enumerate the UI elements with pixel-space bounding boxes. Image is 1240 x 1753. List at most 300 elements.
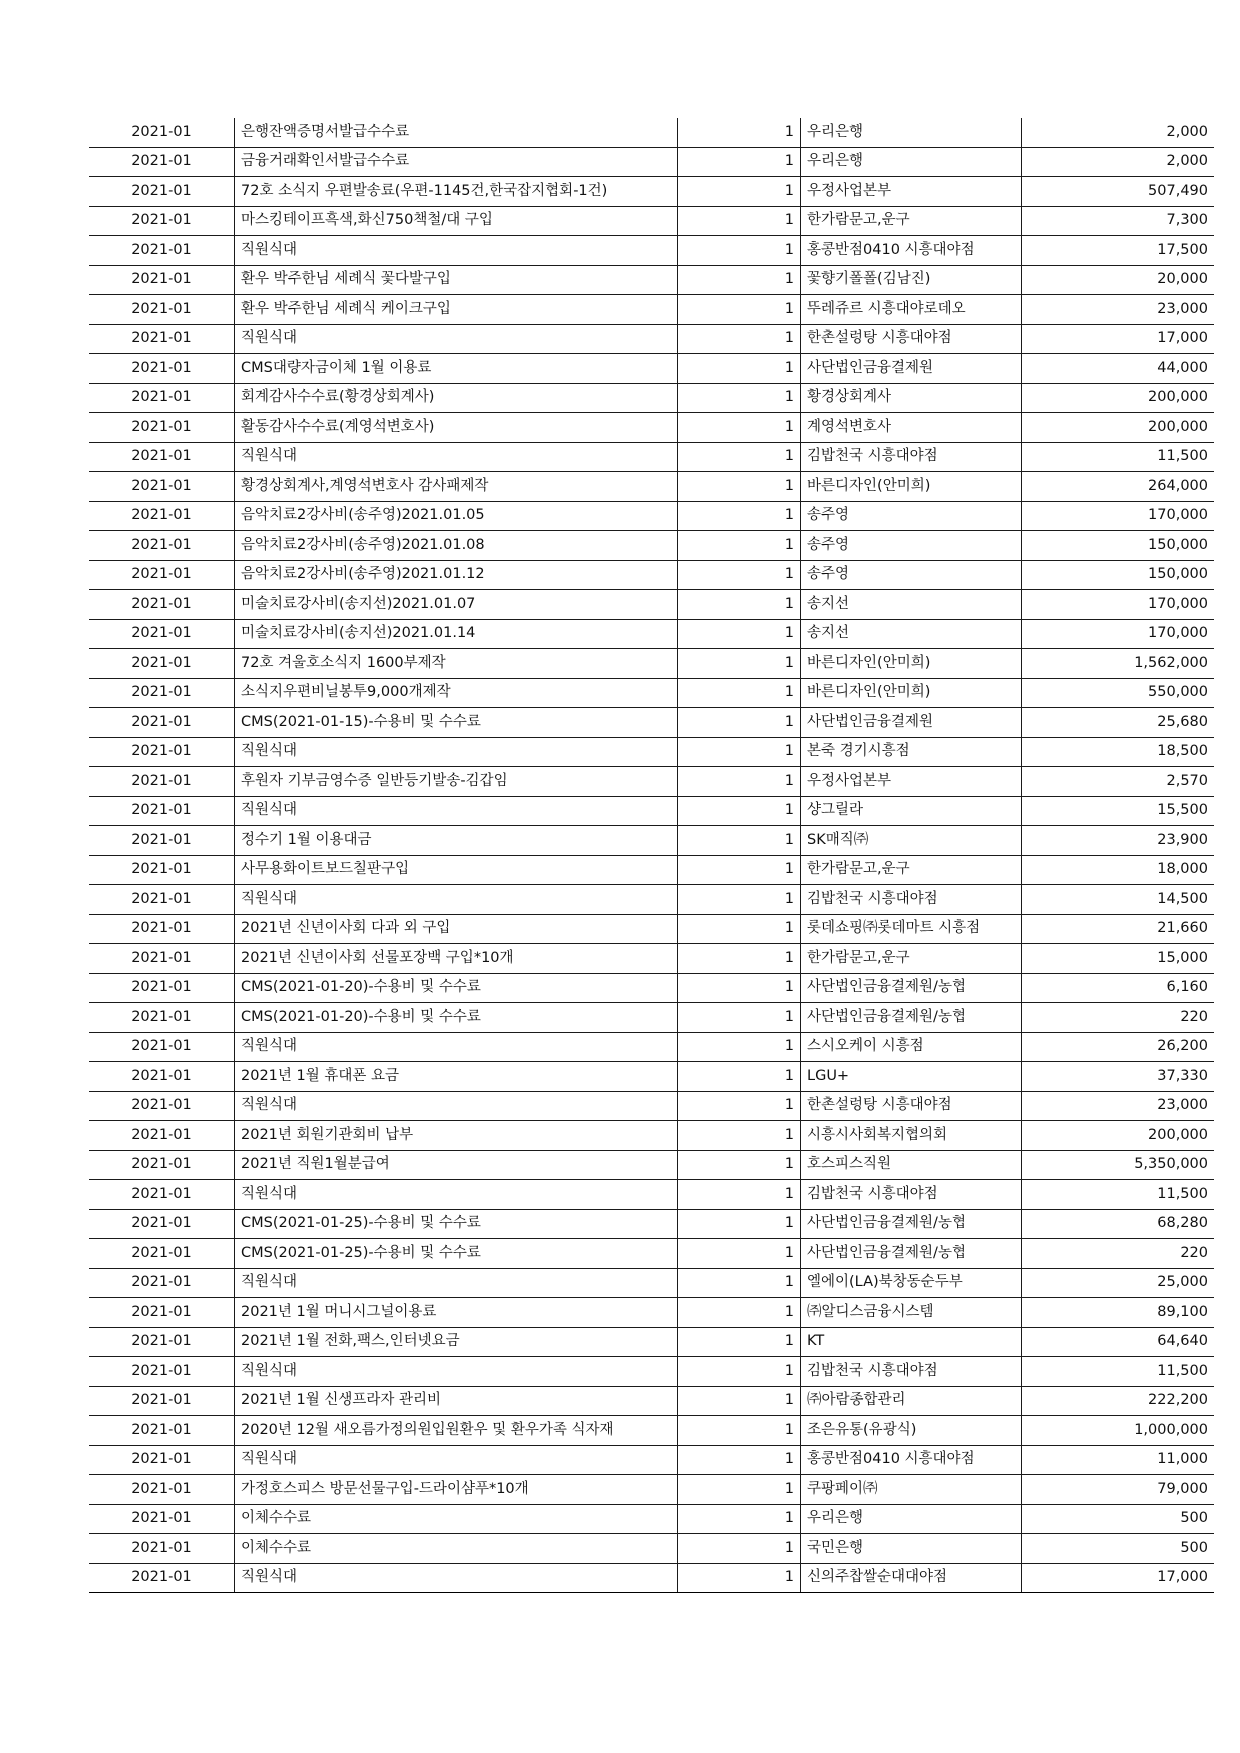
amount-cell: 23,000 <box>1022 295 1215 325</box>
amount-cell: 23,000 <box>1022 1091 1215 1121</box>
amount-cell: 17,500 <box>1022 236 1215 266</box>
table-row <box>89 1563 1214 1593</box>
period-cell: 2021-01 <box>89 147 235 177</box>
table-row <box>89 147 1214 177</box>
description-cell: 후원자 기부금영수증 일반등기발송-김갑임 <box>235 767 678 797</box>
period-cell: 2021-01 <box>89 826 235 856</box>
description-cell: 2021년 1월 신생프라자 관리비 <box>235 1386 678 1416</box>
amount-cell: 5,350,000 <box>1022 1150 1215 1180</box>
vendor-cell: 사단법인금융결제원/농협 <box>801 1209 1022 1239</box>
table-row <box>89 649 1214 679</box>
amount-cell: 15,500 <box>1022 796 1215 826</box>
period-cell: 2021-01 <box>89 1268 235 1298</box>
period-cell: 2021-01 <box>89 767 235 797</box>
quantity-cell: 1 <box>678 944 801 974</box>
quantity-cell: 1 <box>678 1032 801 1062</box>
quantity-cell: 1 <box>678 1386 801 1416</box>
table-row <box>89 1268 1214 1298</box>
vendor-cell: 꽃향기폴폴(김남진) <box>801 265 1022 295</box>
period-cell: 2021-01 <box>89 1062 235 1092</box>
amount-cell: 11,500 <box>1022 1180 1215 1210</box>
table-row <box>89 236 1214 266</box>
period-cell: 2021-01 <box>89 944 235 974</box>
quantity-cell: 1 <box>678 1445 801 1475</box>
period-cell: 2021-01 <box>89 442 235 472</box>
quantity-cell: 1 <box>678 1003 801 1033</box>
table-row <box>89 354 1214 384</box>
vendor-cell: 우리은행 <box>801 1504 1022 1534</box>
amount-cell: 170,000 <box>1022 590 1215 620</box>
period-cell: 2021-01 <box>89 206 235 236</box>
description-cell: 은행잔액증명서발급수수료 <box>235 118 678 147</box>
description-cell: 직원식대 <box>235 442 678 472</box>
amount-cell: 17,000 <box>1022 1563 1215 1593</box>
quantity-cell: 1 <box>678 1504 801 1534</box>
period-cell: 2021-01 <box>89 796 235 826</box>
ledger-body <box>89 118 1214 1593</box>
description-cell: 황경상회계사,계영석변호사 감사패제작 <box>235 472 678 502</box>
description-cell: CMS(2021-01-25)-수용비 및 수수료 <box>235 1239 678 1269</box>
description-cell: 이체수수료 <box>235 1504 678 1534</box>
description-cell: 정수기 1월 이용대금 <box>235 826 678 856</box>
amount-cell: 1,000,000 <box>1022 1416 1215 1446</box>
table-row <box>89 1298 1214 1328</box>
table-row <box>89 118 1214 147</box>
period-cell: 2021-01 <box>89 737 235 767</box>
vendor-cell: 사단법인금융결제원/농협 <box>801 1003 1022 1033</box>
description-cell: 환우 박주한님 세례식 케이크구입 <box>235 295 678 325</box>
table-row <box>89 855 1214 885</box>
vendor-cell: 본죽 경기시흥점 <box>801 737 1022 767</box>
vendor-cell: 시흥시사회복지협의회 <box>801 1121 1022 1151</box>
period-cell: 2021-01 <box>89 1121 235 1151</box>
vendor-cell: 엘에이(LA)북창동순두부 <box>801 1268 1022 1298</box>
quantity-cell: 1 <box>678 619 801 649</box>
description-cell: 활동감사수수료(계영석변호사) <box>235 413 678 443</box>
period-cell: 2021-01 <box>89 1475 235 1505</box>
quantity-cell: 1 <box>678 737 801 767</box>
table-row <box>89 560 1214 590</box>
description-cell: 음악치료2강사비(송주영)2021.01.05 <box>235 501 678 531</box>
description-cell: 소식지우편비닐봉투9,000개제작 <box>235 678 678 708</box>
table-row <box>89 442 1214 472</box>
quantity-cell: 1 <box>678 1180 801 1210</box>
quantity-cell: 1 <box>678 678 801 708</box>
quantity-cell: 1 <box>678 855 801 885</box>
vendor-cell: 송주영 <box>801 531 1022 561</box>
table-row <box>89 501 1214 531</box>
period-cell: 2021-01 <box>89 1298 235 1328</box>
vendor-cell: 우리은행 <box>801 118 1022 147</box>
period-cell: 2021-01 <box>89 354 235 384</box>
quantity-cell: 1 <box>678 265 801 295</box>
period-cell: 2021-01 <box>89 501 235 531</box>
amount-cell: 17,000 <box>1022 324 1215 354</box>
quantity-cell: 1 <box>678 1416 801 1446</box>
vendor-cell: 한촌설렁탕 시흥대야점 <box>801 1091 1022 1121</box>
period-cell: 2021-01 <box>89 413 235 443</box>
description-cell: 72호 소식지 우편발송료(우편-1145건,한국잡지협회-1건) <box>235 177 678 207</box>
description-cell: 직원식대 <box>235 236 678 266</box>
period-cell: 2021-01 <box>89 1534 235 1564</box>
period-cell: 2021-01 <box>89 1445 235 1475</box>
table-row <box>89 678 1214 708</box>
amount-cell: 18,000 <box>1022 855 1215 885</box>
description-cell: 2021년 회원기관회비 납부 <box>235 1121 678 1151</box>
table-row <box>89 1239 1214 1269</box>
amount-cell: 2,000 <box>1022 147 1215 177</box>
quantity-cell: 1 <box>678 1534 801 1564</box>
amount-cell: 79,000 <box>1022 1475 1215 1505</box>
vendor-cell: 송주영 <box>801 560 1022 590</box>
amount-cell: 18,500 <box>1022 737 1215 767</box>
description-cell: 2021년 신년이사회 다과 외 구입 <box>235 914 678 944</box>
period-cell: 2021-01 <box>89 324 235 354</box>
description-cell: CMS(2021-01-25)-수용비 및 수수료 <box>235 1209 678 1239</box>
description-cell: 직원식대 <box>235 324 678 354</box>
table-row <box>89 265 1214 295</box>
amount-cell: 26,200 <box>1022 1032 1215 1062</box>
amount-cell: 6,160 <box>1022 973 1215 1003</box>
period-cell: 2021-01 <box>89 472 235 502</box>
quantity-cell: 1 <box>678 560 801 590</box>
quantity-cell: 1 <box>678 1091 801 1121</box>
amount-cell: 200,000 <box>1022 413 1215 443</box>
vendor-cell: 김밥천국 시흥대야점 <box>801 1357 1022 1387</box>
period-cell: 2021-01 <box>89 855 235 885</box>
amount-cell: 550,000 <box>1022 678 1215 708</box>
period-cell: 2021-01 <box>89 1239 235 1269</box>
period-cell: 2021-01 <box>89 1416 235 1446</box>
period-cell: 2021-01 <box>89 1150 235 1180</box>
vendor-cell: 바른디자인(안미희) <box>801 678 1022 708</box>
table-row <box>89 1534 1214 1564</box>
quantity-cell: 1 <box>678 383 801 413</box>
table-row <box>89 1445 1214 1475</box>
period-cell: 2021-01 <box>89 1209 235 1239</box>
quantity-cell: 1 <box>678 147 801 177</box>
period-cell: 2021-01 <box>89 1327 235 1357</box>
quantity-cell: 1 <box>678 413 801 443</box>
table-row <box>89 708 1214 738</box>
vendor-cell: 계영석변호사 <box>801 413 1022 443</box>
quantity-cell: 1 <box>678 1209 801 1239</box>
period-cell: 2021-01 <box>89 590 235 620</box>
table-row <box>89 1386 1214 1416</box>
amount-cell: 500 <box>1022 1504 1215 1534</box>
table-row <box>89 1091 1214 1121</box>
table-row <box>89 796 1214 826</box>
quantity-cell: 1 <box>678 1327 801 1357</box>
description-cell: 미술치료강사비(송지선)2021.01.07 <box>235 590 678 620</box>
description-cell: 2021년 1월 휴대폰 요금 <box>235 1062 678 1092</box>
amount-cell: 500 <box>1022 1534 1215 1564</box>
amount-cell: 11,500 <box>1022 442 1215 472</box>
vendor-cell: LGU+ <box>801 1062 1022 1092</box>
period-cell: 2021-01 <box>89 265 235 295</box>
table-row <box>89 1475 1214 1505</box>
description-cell: 가정호스피스 방문선물구입-드라이샴푸*10개 <box>235 1475 678 1505</box>
description-cell: 2021년 1월 전화,팩스,인터넷요금 <box>235 1327 678 1357</box>
table-row <box>89 619 1214 649</box>
quantity-cell: 1 <box>678 118 801 147</box>
vendor-cell: 사단법인금융결제원 <box>801 708 1022 738</box>
period-cell: 2021-01 <box>89 295 235 325</box>
quantity-cell: 1 <box>678 1298 801 1328</box>
amount-cell: 20,000 <box>1022 265 1215 295</box>
quantity-cell: 1 <box>678 885 801 915</box>
description-cell: 2021년 신년이사회 선물포장백 구입*10개 <box>235 944 678 974</box>
table-row <box>89 1504 1214 1534</box>
vendor-cell: 바른디자인(안미희) <box>801 649 1022 679</box>
table-row <box>89 1003 1214 1033</box>
quantity-cell: 1 <box>678 324 801 354</box>
amount-cell: 170,000 <box>1022 501 1215 531</box>
period-cell: 2021-01 <box>89 1386 235 1416</box>
amount-cell: 25,000 <box>1022 1268 1215 1298</box>
table-row <box>89 1357 1214 1387</box>
quantity-cell: 1 <box>678 501 801 531</box>
table-row <box>89 413 1214 443</box>
quantity-cell: 1 <box>678 649 801 679</box>
period-cell: 2021-01 <box>89 1563 235 1593</box>
table-row <box>89 295 1214 325</box>
table-row <box>89 767 1214 797</box>
vendor-cell: 한가람문고,운구 <box>801 855 1022 885</box>
vendor-cell: 롯데쇼핑㈜롯데마트 시흥점 <box>801 914 1022 944</box>
quantity-cell: 1 <box>678 708 801 738</box>
amount-cell: 1,562,000 <box>1022 649 1215 679</box>
amount-cell: 21,660 <box>1022 914 1215 944</box>
table-row <box>89 1150 1214 1180</box>
table-row <box>89 973 1214 1003</box>
vendor-cell: 국민은행 <box>801 1534 1022 1564</box>
quantity-cell: 1 <box>678 236 801 266</box>
amount-cell: 11,000 <box>1022 1445 1215 1475</box>
amount-cell: 200,000 <box>1022 1121 1215 1151</box>
period-cell: 2021-01 <box>89 1032 235 1062</box>
amount-cell: 150,000 <box>1022 560 1215 590</box>
quantity-cell: 1 <box>678 590 801 620</box>
period-cell: 2021-01 <box>89 1504 235 1534</box>
quantity-cell: 1 <box>678 1239 801 1269</box>
amount-cell: 264,000 <box>1022 472 1215 502</box>
description-cell: 2020년 12월 새오름가정의원입원환우 및 환우가족 식자재 <box>235 1416 678 1446</box>
description-cell: 이체수수료 <box>235 1534 678 1564</box>
period-cell: 2021-01 <box>89 531 235 561</box>
amount-cell: 44,000 <box>1022 354 1215 384</box>
vendor-cell: 우정사업본부 <box>801 767 1022 797</box>
table-row <box>89 383 1214 413</box>
description-cell: CMS(2021-01-20)-수용비 및 수수료 <box>235 973 678 1003</box>
amount-cell: 2,000 <box>1022 118 1215 147</box>
quantity-cell: 1 <box>678 1121 801 1151</box>
vendor-cell: 뚜레쥬르 시흥대야로데오 <box>801 295 1022 325</box>
amount-cell: 150,000 <box>1022 531 1215 561</box>
vendor-cell: 스시오케이 시흥점 <box>801 1032 1022 1062</box>
description-cell: 직원식대 <box>235 885 678 915</box>
vendor-cell: ㈜알디스금융시스템 <box>801 1298 1022 1328</box>
quantity-cell: 1 <box>678 354 801 384</box>
vendor-cell: 송지선 <box>801 590 1022 620</box>
amount-cell: 14,500 <box>1022 885 1215 915</box>
table-row <box>89 324 1214 354</box>
table-row <box>89 472 1214 502</box>
vendor-cell: 홍콩반점0410 시흥대야점 <box>801 236 1022 266</box>
period-cell: 2021-01 <box>89 885 235 915</box>
amount-cell: 200,000 <box>1022 383 1215 413</box>
vendor-cell: 우리은행 <box>801 147 1022 177</box>
table-row <box>89 737 1214 767</box>
table-row <box>89 177 1214 207</box>
vendor-cell: 바른디자인(안미희) <box>801 472 1022 502</box>
quantity-cell: 1 <box>678 914 801 944</box>
description-cell: 회계감사수수료(황경상회계사) <box>235 383 678 413</box>
period-cell: 2021-01 <box>89 914 235 944</box>
amount-cell: 64,640 <box>1022 1327 1215 1357</box>
table-row <box>89 206 1214 236</box>
table-row <box>89 1062 1214 1092</box>
description-cell: 직원식대 <box>235 1032 678 1062</box>
quantity-cell: 1 <box>678 1357 801 1387</box>
quantity-cell: 1 <box>678 177 801 207</box>
amount-cell: 23,900 <box>1022 826 1215 856</box>
quantity-cell: 1 <box>678 1062 801 1092</box>
table-row <box>89 531 1214 561</box>
period-cell: 2021-01 <box>89 1180 235 1210</box>
quantity-cell: 1 <box>678 1563 801 1593</box>
period-cell: 2021-01 <box>89 678 235 708</box>
table-row <box>89 590 1214 620</box>
period-cell: 2021-01 <box>89 383 235 413</box>
vendor-cell: 조은유통(유광식) <box>801 1416 1022 1446</box>
table-row <box>89 1209 1214 1239</box>
amount-cell: 507,490 <box>1022 177 1215 207</box>
description-cell: 직원식대 <box>235 737 678 767</box>
description-cell: 음악치료2강사비(송주영)2021.01.08 <box>235 531 678 561</box>
quantity-cell: 1 <box>678 472 801 502</box>
description-cell: 2021년 1월 머니시그널이용료 <box>235 1298 678 1328</box>
description-cell: 마스킹테이프흑색,화신750책철/대 구입 <box>235 206 678 236</box>
amount-cell: 25,680 <box>1022 708 1215 738</box>
vendor-cell: 샹그릴라 <box>801 796 1022 826</box>
period-cell: 2021-01 <box>89 619 235 649</box>
period-cell: 2021-01 <box>89 649 235 679</box>
table-row <box>89 1032 1214 1062</box>
vendor-cell: SK매직㈜ <box>801 826 1022 856</box>
quantity-cell: 1 <box>678 973 801 1003</box>
period-cell: 2021-01 <box>89 236 235 266</box>
period-cell: 2021-01 <box>89 1357 235 1387</box>
table-row <box>89 914 1214 944</box>
period-cell: 2021-01 <box>89 177 235 207</box>
vendor-cell: 사단법인금융결제원/농협 <box>801 973 1022 1003</box>
description-cell: 직원식대 <box>235 1091 678 1121</box>
vendor-cell: 신의주찹쌀순대대야점 <box>801 1563 1022 1593</box>
vendor-cell: 홍콩반점0410 시흥대야점 <box>801 1445 1022 1475</box>
amount-cell: 7,300 <box>1022 206 1215 236</box>
description-cell: 2021년 직원1월분급여 <box>235 1150 678 1180</box>
description-cell: 음악치료2강사비(송주영)2021.01.12 <box>235 560 678 590</box>
vendor-cell: ㈜아람종합관리 <box>801 1386 1022 1416</box>
table-row <box>89 1121 1214 1151</box>
quantity-cell: 1 <box>678 1475 801 1505</box>
quantity-cell: 1 <box>678 531 801 561</box>
period-cell: 2021-01 <box>89 1091 235 1121</box>
description-cell: CMS(2021-01-15)-수용비 및 수수료 <box>235 708 678 738</box>
amount-cell: 15,000 <box>1022 944 1215 974</box>
quantity-cell: 1 <box>678 796 801 826</box>
description-cell: 환우 박주한님 세례식 꽃다발구입 <box>235 265 678 295</box>
vendor-cell: 사단법인금융결제원 <box>801 354 1022 384</box>
quantity-cell: 1 <box>678 1268 801 1298</box>
period-cell: 2021-01 <box>89 1003 235 1033</box>
table-row <box>89 826 1214 856</box>
vendor-cell: KT <box>801 1327 1022 1357</box>
table-row <box>89 1416 1214 1446</box>
amount-cell: 89,100 <box>1022 1298 1215 1328</box>
vendor-cell: 한가람문고,운구 <box>801 944 1022 974</box>
quantity-cell: 1 <box>678 767 801 797</box>
amount-cell: 68,280 <box>1022 1209 1215 1239</box>
vendor-cell: 김밥천국 시흥대야점 <box>801 885 1022 915</box>
vendor-cell: 호스피스직원 <box>801 1150 1022 1180</box>
vendor-cell: 김밥천국 시흥대야점 <box>801 1180 1022 1210</box>
expense-ledger-table <box>89 118 1214 1593</box>
table-row <box>89 1327 1214 1357</box>
description-cell: CMS(2021-01-20)-수용비 및 수수료 <box>235 1003 678 1033</box>
period-cell: 2021-01 <box>89 973 235 1003</box>
table-row <box>89 885 1214 915</box>
description-cell: CMS대량자금이체 1월 이용료 <box>235 354 678 384</box>
description-cell: 직원식대 <box>235 796 678 826</box>
amount-cell: 37,330 <box>1022 1062 1215 1092</box>
table-row <box>89 944 1214 974</box>
vendor-cell: 황경상회계사 <box>801 383 1022 413</box>
period-cell: 2021-01 <box>89 118 235 147</box>
quantity-cell: 1 <box>678 295 801 325</box>
description-cell: 72호 겨울호소식지 1600부제작 <box>235 649 678 679</box>
table-row <box>89 1180 1214 1210</box>
vendor-cell: 한가람문고,운구 <box>801 206 1022 236</box>
vendor-cell: 사단법인금융결제원/농협 <box>801 1239 1022 1269</box>
quantity-cell: 1 <box>678 206 801 236</box>
vendor-cell: 송주영 <box>801 501 1022 531</box>
vendor-cell: 우정사업본부 <box>801 177 1022 207</box>
description-cell: 직원식대 <box>235 1357 678 1387</box>
amount-cell: 220 <box>1022 1003 1215 1033</box>
amount-cell: 11,500 <box>1022 1357 1215 1387</box>
period-cell: 2021-01 <box>89 560 235 590</box>
description-cell: 미술치료강사비(송지선)2021.01.14 <box>235 619 678 649</box>
quantity-cell: 1 <box>678 442 801 472</box>
description-cell: 직원식대 <box>235 1445 678 1475</box>
vendor-cell: 한촌설렁탕 시흥대야점 <box>801 324 1022 354</box>
description-cell: 직원식대 <box>235 1268 678 1298</box>
amount-cell: 170,000 <box>1022 619 1215 649</box>
vendor-cell: 쿠팡페이㈜ <box>801 1475 1022 1505</box>
amount-cell: 220 <box>1022 1239 1215 1269</box>
amount-cell: 2,570 <box>1022 767 1215 797</box>
description-cell: 금융거래확인서발급수수료 <box>235 147 678 177</box>
vendor-cell: 송지선 <box>801 619 1022 649</box>
quantity-cell: 1 <box>678 826 801 856</box>
amount-cell: 222,200 <box>1022 1386 1215 1416</box>
vendor-cell: 김밥천국 시흥대야점 <box>801 442 1022 472</box>
description-cell: 직원식대 <box>235 1563 678 1593</box>
quantity-cell: 1 <box>678 1150 801 1180</box>
description-cell: 사무용화이트보드칠판구입 <box>235 855 678 885</box>
